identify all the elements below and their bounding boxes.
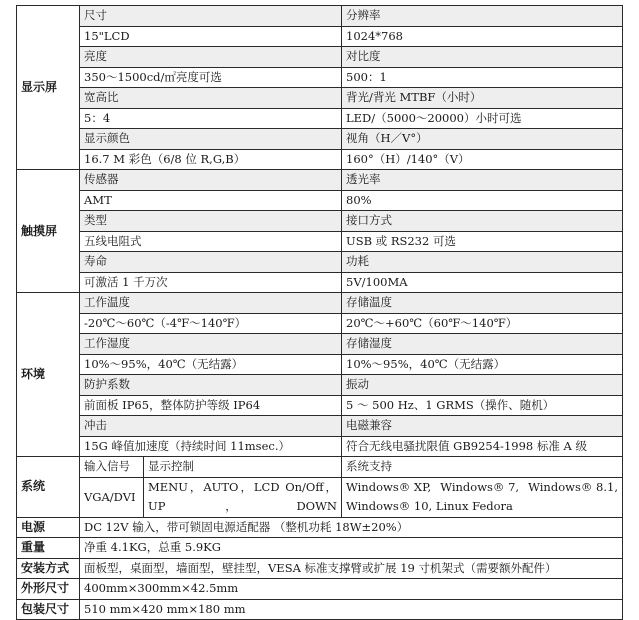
table-row (17, 457, 623, 478)
power-value: DC 12V 输入，带可锁固电源适配器 （整机功耗 18W±20%） (80, 517, 623, 538)
dimensions-value: 400mm×300mm×42.5mm (80, 579, 623, 600)
touch-power-label: 功耗 (342, 252, 623, 273)
section-package: 包装尺寸 (17, 599, 80, 620)
storage-temp-label: 存储温度 (342, 293, 623, 314)
section-install: 安装方式 (17, 558, 80, 579)
color-value: 16.7 M 彩色（6/8 位 R,G,B） (80, 149, 342, 170)
sensor-value: AMT (80, 190, 342, 211)
life-value: 可激活 1 千万次 (80, 272, 342, 293)
resolution-value: 1024*768 (342, 26, 623, 47)
input-value: VGA/DVI (80, 477, 144, 517)
emc-value: 符合无线电骚扰限值 GB9254-1998 标准 A 级 (342, 436, 623, 457)
op-humidity-value: 10%～95%，40℃（无结露） (80, 354, 342, 375)
contrast-value: 500：1 (342, 67, 623, 88)
protection-value: 前面板 IP65，整体防护等级 IP64 (80, 395, 342, 416)
sensor-label: 传感器 (80, 170, 342, 191)
section-display: 显示屏 (17, 6, 80, 170)
table-row (17, 6, 623, 27)
backlight-label: 背光/背光 MTBF（小时） (342, 88, 623, 109)
emc-label: 电磁兼容 (342, 416, 623, 437)
os-item: Windows® XP, (346, 480, 432, 494)
table-row (17, 579, 623, 600)
table-row (17, 129, 623, 150)
storage-humidity-value: 10%～95%，40℃（无结露） (342, 354, 623, 375)
life-label: 寿命 (80, 252, 342, 273)
table-row (17, 477, 623, 517)
table-row (17, 108, 623, 129)
spec-table (16, 5, 623, 620)
aspect-label: 宽高比 (80, 88, 342, 109)
control-value: MENU，AUTO，LCD On/Off，UP，DOWN (144, 477, 342, 517)
brightness-label: 亮度 (80, 47, 342, 68)
brightness-value: 350～1500cd/㎡亮度可选 (80, 67, 342, 88)
section-system: 系统 (17, 457, 80, 518)
input-label: 输入信号 (80, 457, 144, 478)
type-value: 五线电阻式 (80, 231, 342, 252)
section-env: 环境 (17, 293, 80, 457)
protection-label: 防护系数 (80, 375, 342, 396)
table-row (17, 170, 623, 191)
table-row (17, 47, 623, 68)
table-row (17, 538, 623, 559)
table-row (17, 558, 623, 579)
os-line-2: Windows® 10, Linux Fedora (346, 499, 513, 513)
storage-humidity-label: 存储湿度 (342, 334, 623, 355)
os-item: Windows® 7, (440, 480, 520, 494)
table-row (17, 190, 623, 211)
os-item: Windows® 8.1, (528, 480, 618, 494)
section-touch: 触摸屏 (17, 170, 80, 293)
table-row (17, 517, 623, 538)
interface-label: 接口方式 (342, 211, 623, 232)
interface-value: USB 或 RS232 可选 (342, 231, 623, 252)
section-power: 电源 (17, 517, 80, 538)
backlight-value: LED/（5000～20000）小时可选 (342, 108, 623, 129)
table-row (17, 599, 623, 620)
vibration-value: 5 ～ 500 Hz、1 GRMS（操作、随机） (342, 395, 623, 416)
resolution-label: 分辨率 (342, 6, 623, 27)
install-value: 面板型，桌面型，墙面型，壁挂型，VESA 标准支撑臂或扩展 19 寸机架式（需要额外配件） (80, 558, 623, 579)
angle-value: 160°（H）/140°（V） (342, 149, 623, 170)
table-row (17, 149, 623, 170)
touch-power-value: 5V/100MA (342, 272, 623, 293)
aspect-value: 5：4 (80, 108, 342, 129)
section-dimensions: 外形尺寸 (17, 579, 80, 600)
shock-label: 冲击 (80, 416, 342, 437)
table-row (17, 416, 623, 437)
size-label: 尺寸 (80, 6, 342, 27)
transmittance-label: 透光率 (342, 170, 623, 191)
os-line-1 (346, 478, 618, 497)
package-value: 510 mm×420 mm×180 mm (80, 599, 623, 620)
contrast-label: 对比度 (342, 47, 623, 68)
table-row (17, 211, 623, 232)
angle-label: 视角（H／V°） (342, 129, 623, 150)
table-row (17, 375, 623, 396)
support-label: 系统支持 (342, 457, 623, 478)
table-row (17, 395, 623, 416)
op-humidity-label: 工作湿度 (80, 334, 342, 355)
storage-temp-value: 20℃～+60℃（60℉～140℉） (342, 313, 623, 334)
op-temp-label: 工作温度 (80, 293, 342, 314)
transmittance-value: 80% (342, 190, 623, 211)
size-value: 15"LCD (80, 26, 342, 47)
control-label: 显示控制 (144, 457, 342, 478)
table-row (17, 252, 623, 273)
table-row (17, 67, 623, 88)
table-row (17, 272, 623, 293)
support-value (342, 477, 623, 517)
table-row (17, 334, 623, 355)
type-label: 类型 (80, 211, 342, 232)
table-row (17, 436, 623, 457)
vibration-label: 振动 (342, 375, 623, 396)
table-row (17, 231, 623, 252)
table-row (17, 88, 623, 109)
table-row (17, 354, 623, 375)
section-weight: 重量 (17, 538, 80, 559)
table-row (17, 26, 623, 47)
shock-value: 15G 峰值加速度（持续时间 11msec.） (80, 436, 342, 457)
color-label: 显示颜色 (80, 129, 342, 150)
table-row (17, 293, 623, 314)
weight-value: 净重 4.1KG，总重 5.9KG (80, 538, 623, 559)
table-row (17, 313, 623, 334)
op-temp-value: -20℃～60℃（-4℉～140℉） (80, 313, 342, 334)
